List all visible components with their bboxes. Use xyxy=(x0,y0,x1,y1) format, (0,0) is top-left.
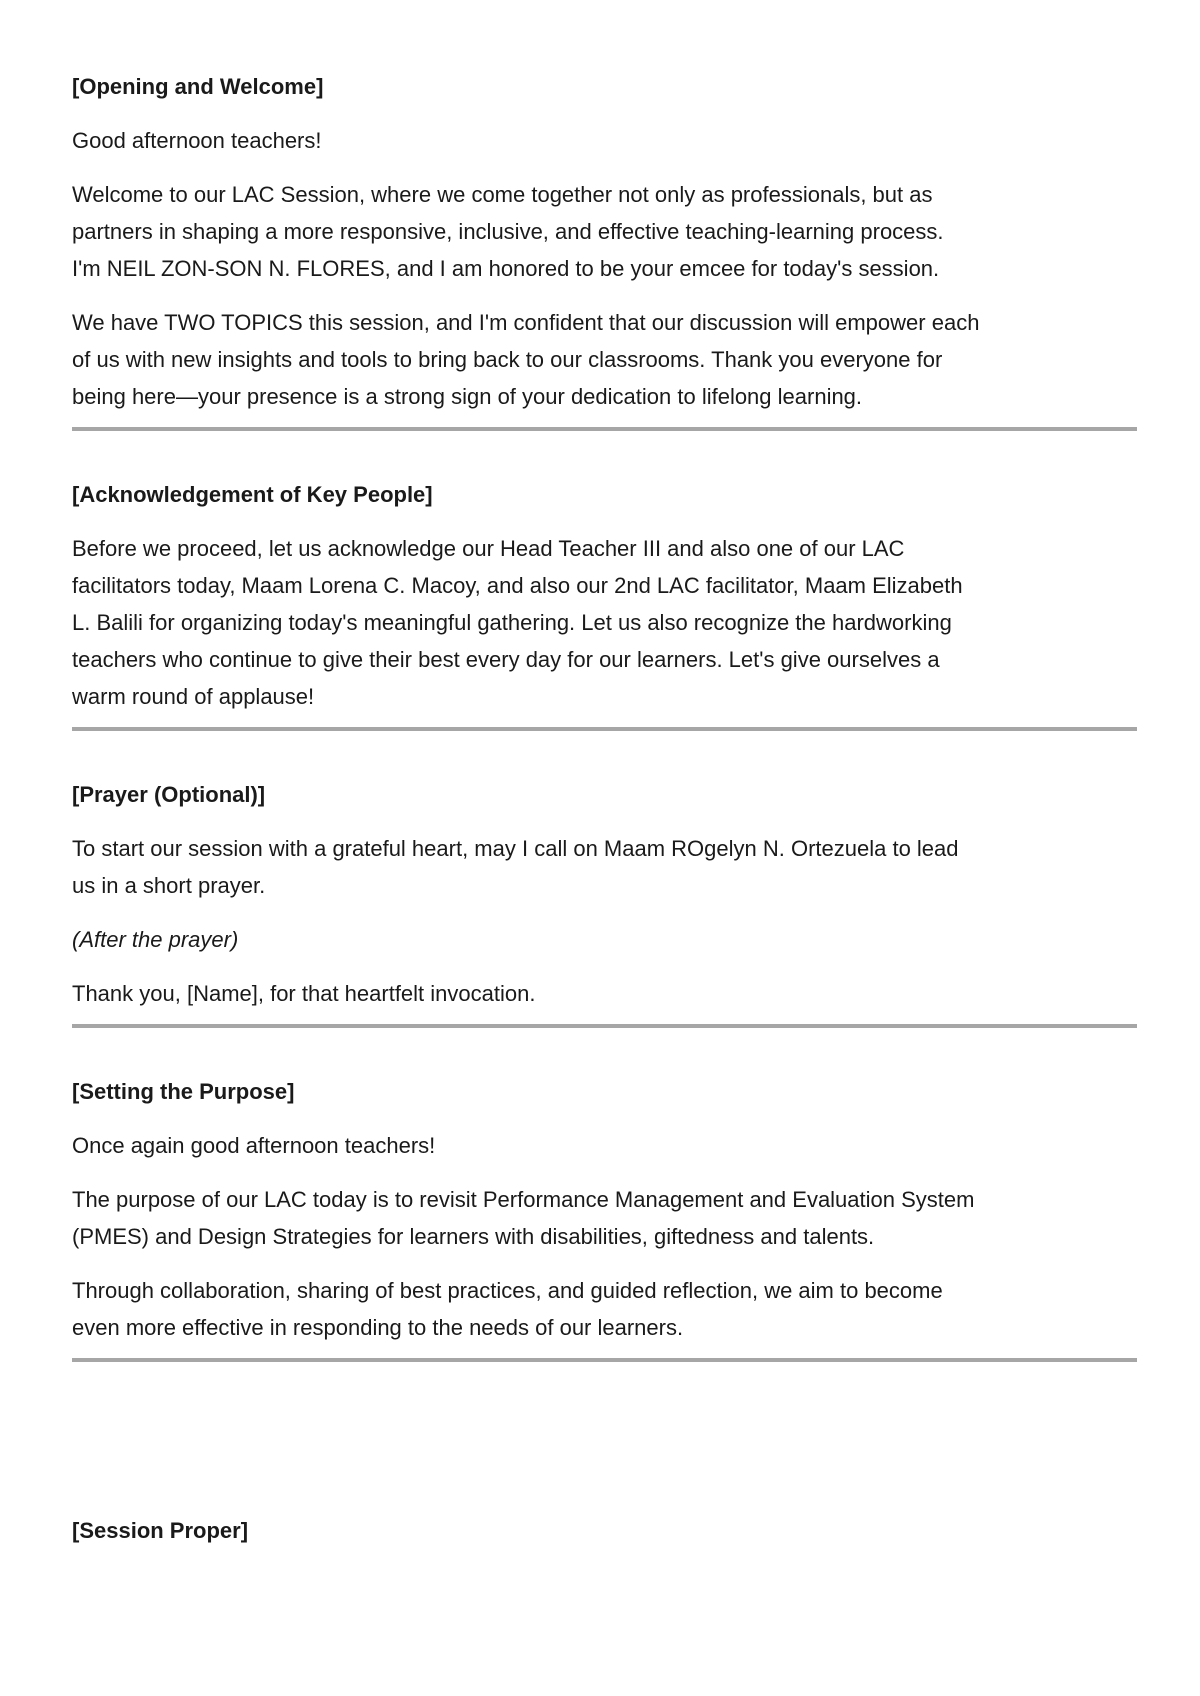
section-heading: [Session Proper] xyxy=(72,1518,249,1543)
document-page xyxy=(72,68,1137,1362)
stage-direction: (After the prayer) xyxy=(72,927,239,952)
section-heading: [Acknowledgement of Key People] xyxy=(72,482,433,507)
paragraph xyxy=(72,304,1137,415)
line: us in a short prayer. xyxy=(72,873,266,898)
line: To start our session with a grateful heart, may I call on Maam ROgelyn N. Ortezuela to lead xyxy=(72,836,959,861)
section-prayer xyxy=(72,776,1137,1028)
section-divider xyxy=(72,427,1137,431)
section-heading: [Prayer (Optional)] xyxy=(72,782,266,807)
paragraph: Thank you, [Name], for that heartfelt invocation. xyxy=(72,981,536,1006)
line: being here—your presence is a strong sign of your dedication to lifelong learning. xyxy=(72,384,863,409)
paragraph: Once again good afternoon teachers! xyxy=(72,1133,436,1158)
section-divider xyxy=(72,727,1137,731)
line: of us with new insights and tools to bring back to our classrooms. Thank you everyone for xyxy=(72,347,943,372)
paragraph xyxy=(72,1272,1137,1346)
line: I'm NEIL ZON-SON N. FLORES, and I am honored to be your emcee for today's session. xyxy=(72,256,940,281)
section-heading: [Setting the Purpose] xyxy=(72,1079,295,1104)
line: L. Balili for organizing today's meaningful gathering. Let us also recognize the hardworking xyxy=(72,610,952,635)
line: partners in shaping a more responsive, inclusive, and effective teaching-learning process. xyxy=(72,219,944,244)
section-acknowledgement xyxy=(72,476,1137,731)
paragraph xyxy=(72,1181,1137,1255)
paragraph xyxy=(72,830,1137,904)
line: Before we proceed, let us acknowledge our Head Teacher III and also one of our LAC xyxy=(72,536,905,561)
line: Welcome to our LAC Session, where we come together not only as professionals, but as xyxy=(72,182,933,207)
paragraph xyxy=(72,530,1137,715)
line: teachers who continue to give their best every day for our learners. Let's give ourselves a xyxy=(72,647,940,672)
line: even more effective in responding to the needs of our learners. xyxy=(72,1315,684,1340)
line: We have TWO TOPICS this session, and I'm confident that our discussion will empower each xyxy=(72,310,980,335)
section-purpose xyxy=(72,1073,1137,1362)
line: facilitators today, Maam Lorena C. Macoy, and also our 2nd LAC facilitator, Maam Elizabeth xyxy=(72,573,963,598)
section-opening xyxy=(72,68,1137,431)
section-divider xyxy=(72,1358,1137,1362)
line: The purpose of our LAC today is to revisit Performance Management and Evaluation System xyxy=(72,1187,975,1212)
paragraph: Good afternoon teachers! xyxy=(72,128,322,153)
line: (PMES) and Design Strategies for learners with disabilities, giftedness and talents. xyxy=(72,1224,875,1249)
section-divider xyxy=(72,1024,1137,1028)
section-heading: [Opening and Welcome] xyxy=(72,74,324,99)
line: warm round of applause! xyxy=(72,684,315,709)
paragraph xyxy=(72,176,1137,287)
line: Through collaboration, sharing of best practices, and guided reflection, we aim to become xyxy=(72,1278,943,1303)
section-proper xyxy=(72,1512,248,1566)
